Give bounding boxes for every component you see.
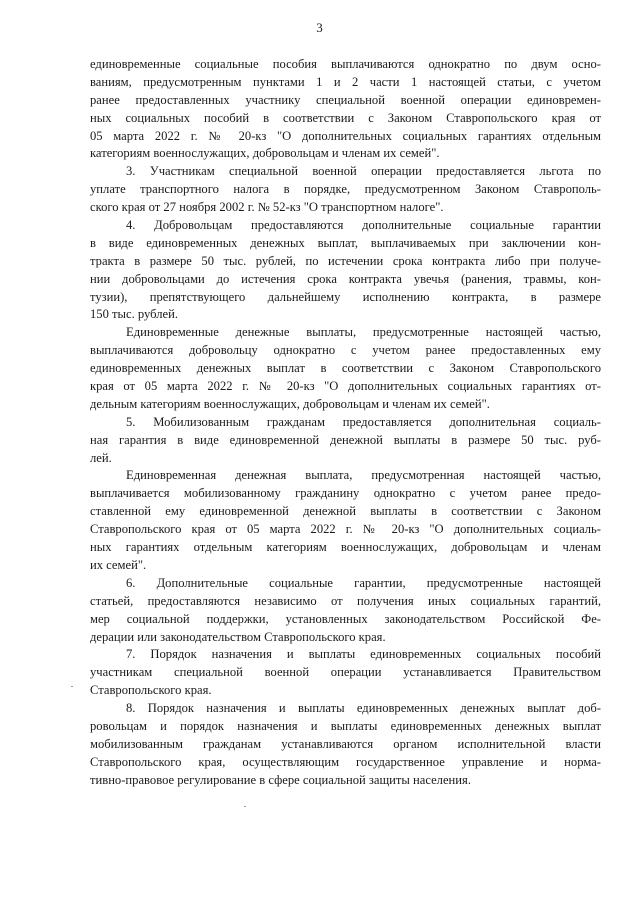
text-line: ная гарантия в виде единовременной денежной выплаты в размере 50 тыс. руб- — [90, 432, 601, 447]
text-line: 8. Порядок назначения и выплаты единовременных денежных выплат доб- — [126, 701, 601, 716]
text-line: ровольцам и порядок назначения и выплаты единовременных денежных выплат — [90, 718, 601, 733]
text-line: ных социальных пособий в соответствии с Законом Ставропольского края от — [90, 110, 601, 125]
text-line: Ставропольского края. — [90, 683, 212, 698]
text-line: уплате транспортного налога в порядке, предусмотренном Законом Ставрополь- — [90, 182, 601, 197]
text-line: мер социальной поддержки, установленных законодательством Российской Фе- — [90, 611, 601, 626]
text-line: ваниям, предусмотренным пунктами 1 и 2 части 1 настоящей статьи, с учетом — [90, 74, 601, 89]
page-number: 3 — [316, 20, 323, 35]
scan-speck — [244, 806, 246, 807]
text-line: тивно-правовое регулирование в сфере социальной защиты населения. — [90, 772, 471, 787]
text-line: Единовременная денежная выплата, предусмотренная настоящей частью, — [126, 468, 601, 483]
paragraph-p8 — [90, 700, 601, 789]
text-line: Ставропольского края, осуществляющим государственное управление и норма- — [90, 754, 601, 769]
text-line: единовременные социальные пособия выплачиваются однократно по двум осно- — [90, 57, 601, 71]
text-line: ставленной ему единовременной денежной выплаты в соответствии с Законом — [90, 504, 601, 519]
text-line: статьей, предоставляются независимо от получения иных социальных гарантий, — [90, 593, 601, 608]
text-line: 7. Порядок назначения и выплаты единовременных социальных пособий — [126, 647, 601, 662]
paragraph-p4 — [90, 217, 601, 324]
paragraph-p5b — [90, 467, 601, 574]
text-line: мобилизованным гражданам устанавливаются органом исполнительной власти — [90, 736, 601, 751]
document-body — [90, 56, 601, 790]
paragraph-p7 — [90, 646, 601, 700]
text-line: выплачиваются добровольцу однократно с учетом ранее предоставленных ему — [90, 343, 601, 358]
paragraph-p3 — [90, 163, 601, 217]
paragraph-p5 — [90, 414, 601, 468]
text-line: ранее предоставленных участнику специальной военной операции единовремен- — [90, 92, 601, 107]
paragraph-p6 — [90, 575, 601, 647]
text-line: нии добровольцами до истечения срока контракта увечья (ранения, травмы, кон- — [90, 271, 601, 286]
text-line: их семей". — [90, 557, 147, 572]
text-line: дельным категориям военнослужащих, добровольцам и членам их семей". — [90, 396, 490, 411]
text-line: дерации или законодательством Ставропольского края. — [90, 629, 386, 644]
text-line: 3. Участникам специальной военной операции предоставляется льгота по — [126, 164, 601, 179]
text-line: Ставропольского края от 05 марта 2022 г. № 20-кз "О дополнительных социаль- — [90, 522, 601, 537]
text-line: тракта в размере 50 тыс. рублей, по истечении срока контракта либо при получе- — [90, 253, 601, 268]
text-line: тузии), препятствующего дальнейшему исполнению контракта, в размере — [90, 289, 601, 304]
paragraph-p4b — [90, 324, 601, 413]
text-line: 4. Добровольцам предоставляются дополнительные социальные гарантии — [126, 218, 601, 233]
text-line: категориям военнослужащих, добровольцам и членам их семей". — [90, 146, 440, 161]
text-line: Единовременные денежные выплаты, предусмотренные настоящей частью, — [126, 325, 601, 340]
text-line: 5. Мобилизованным гражданам предоставляется дополнительная социаль- — [126, 414, 601, 429]
text-line: 6. Дополнительные социальные гарантии, предусмотренные настоящей — [126, 575, 601, 590]
text-line: единовременных денежных выплат в соответствии с Законом Ставропольского — [90, 361, 601, 376]
text-line: ского края от 27 ноября 2002 г. № 52-кз "О транспортном налоге". — [90, 200, 444, 215]
text-line: края от 05 марта 2022 г. № 20-кз "О дополнительных социальных гарантиях от- — [90, 379, 601, 394]
text-line: лей. — [90, 450, 112, 465]
scan-speck — [71, 686, 73, 687]
text-line: ных гарантиях отдельным категориям военнослужащих, добровольцам и членам — [90, 540, 601, 555]
text-line: 150 тыс. рублей. — [90, 307, 179, 322]
text-line: 05 марта 2022 г. № 20-кз "О дополнительных социальных гарантиях отдельным — [90, 128, 601, 143]
paragraph-p0 — [90, 56, 601, 163]
text-line: выплачивается мобилизованному гражданину однократно с учетом ранее предо- — [90, 486, 601, 501]
text-line: участникам специальной военной операции устанавливается Правительством — [90, 665, 601, 680]
text-line: в виде единовременных денежных выплат, выплачиваемых при заключении кон- — [90, 235, 601, 250]
